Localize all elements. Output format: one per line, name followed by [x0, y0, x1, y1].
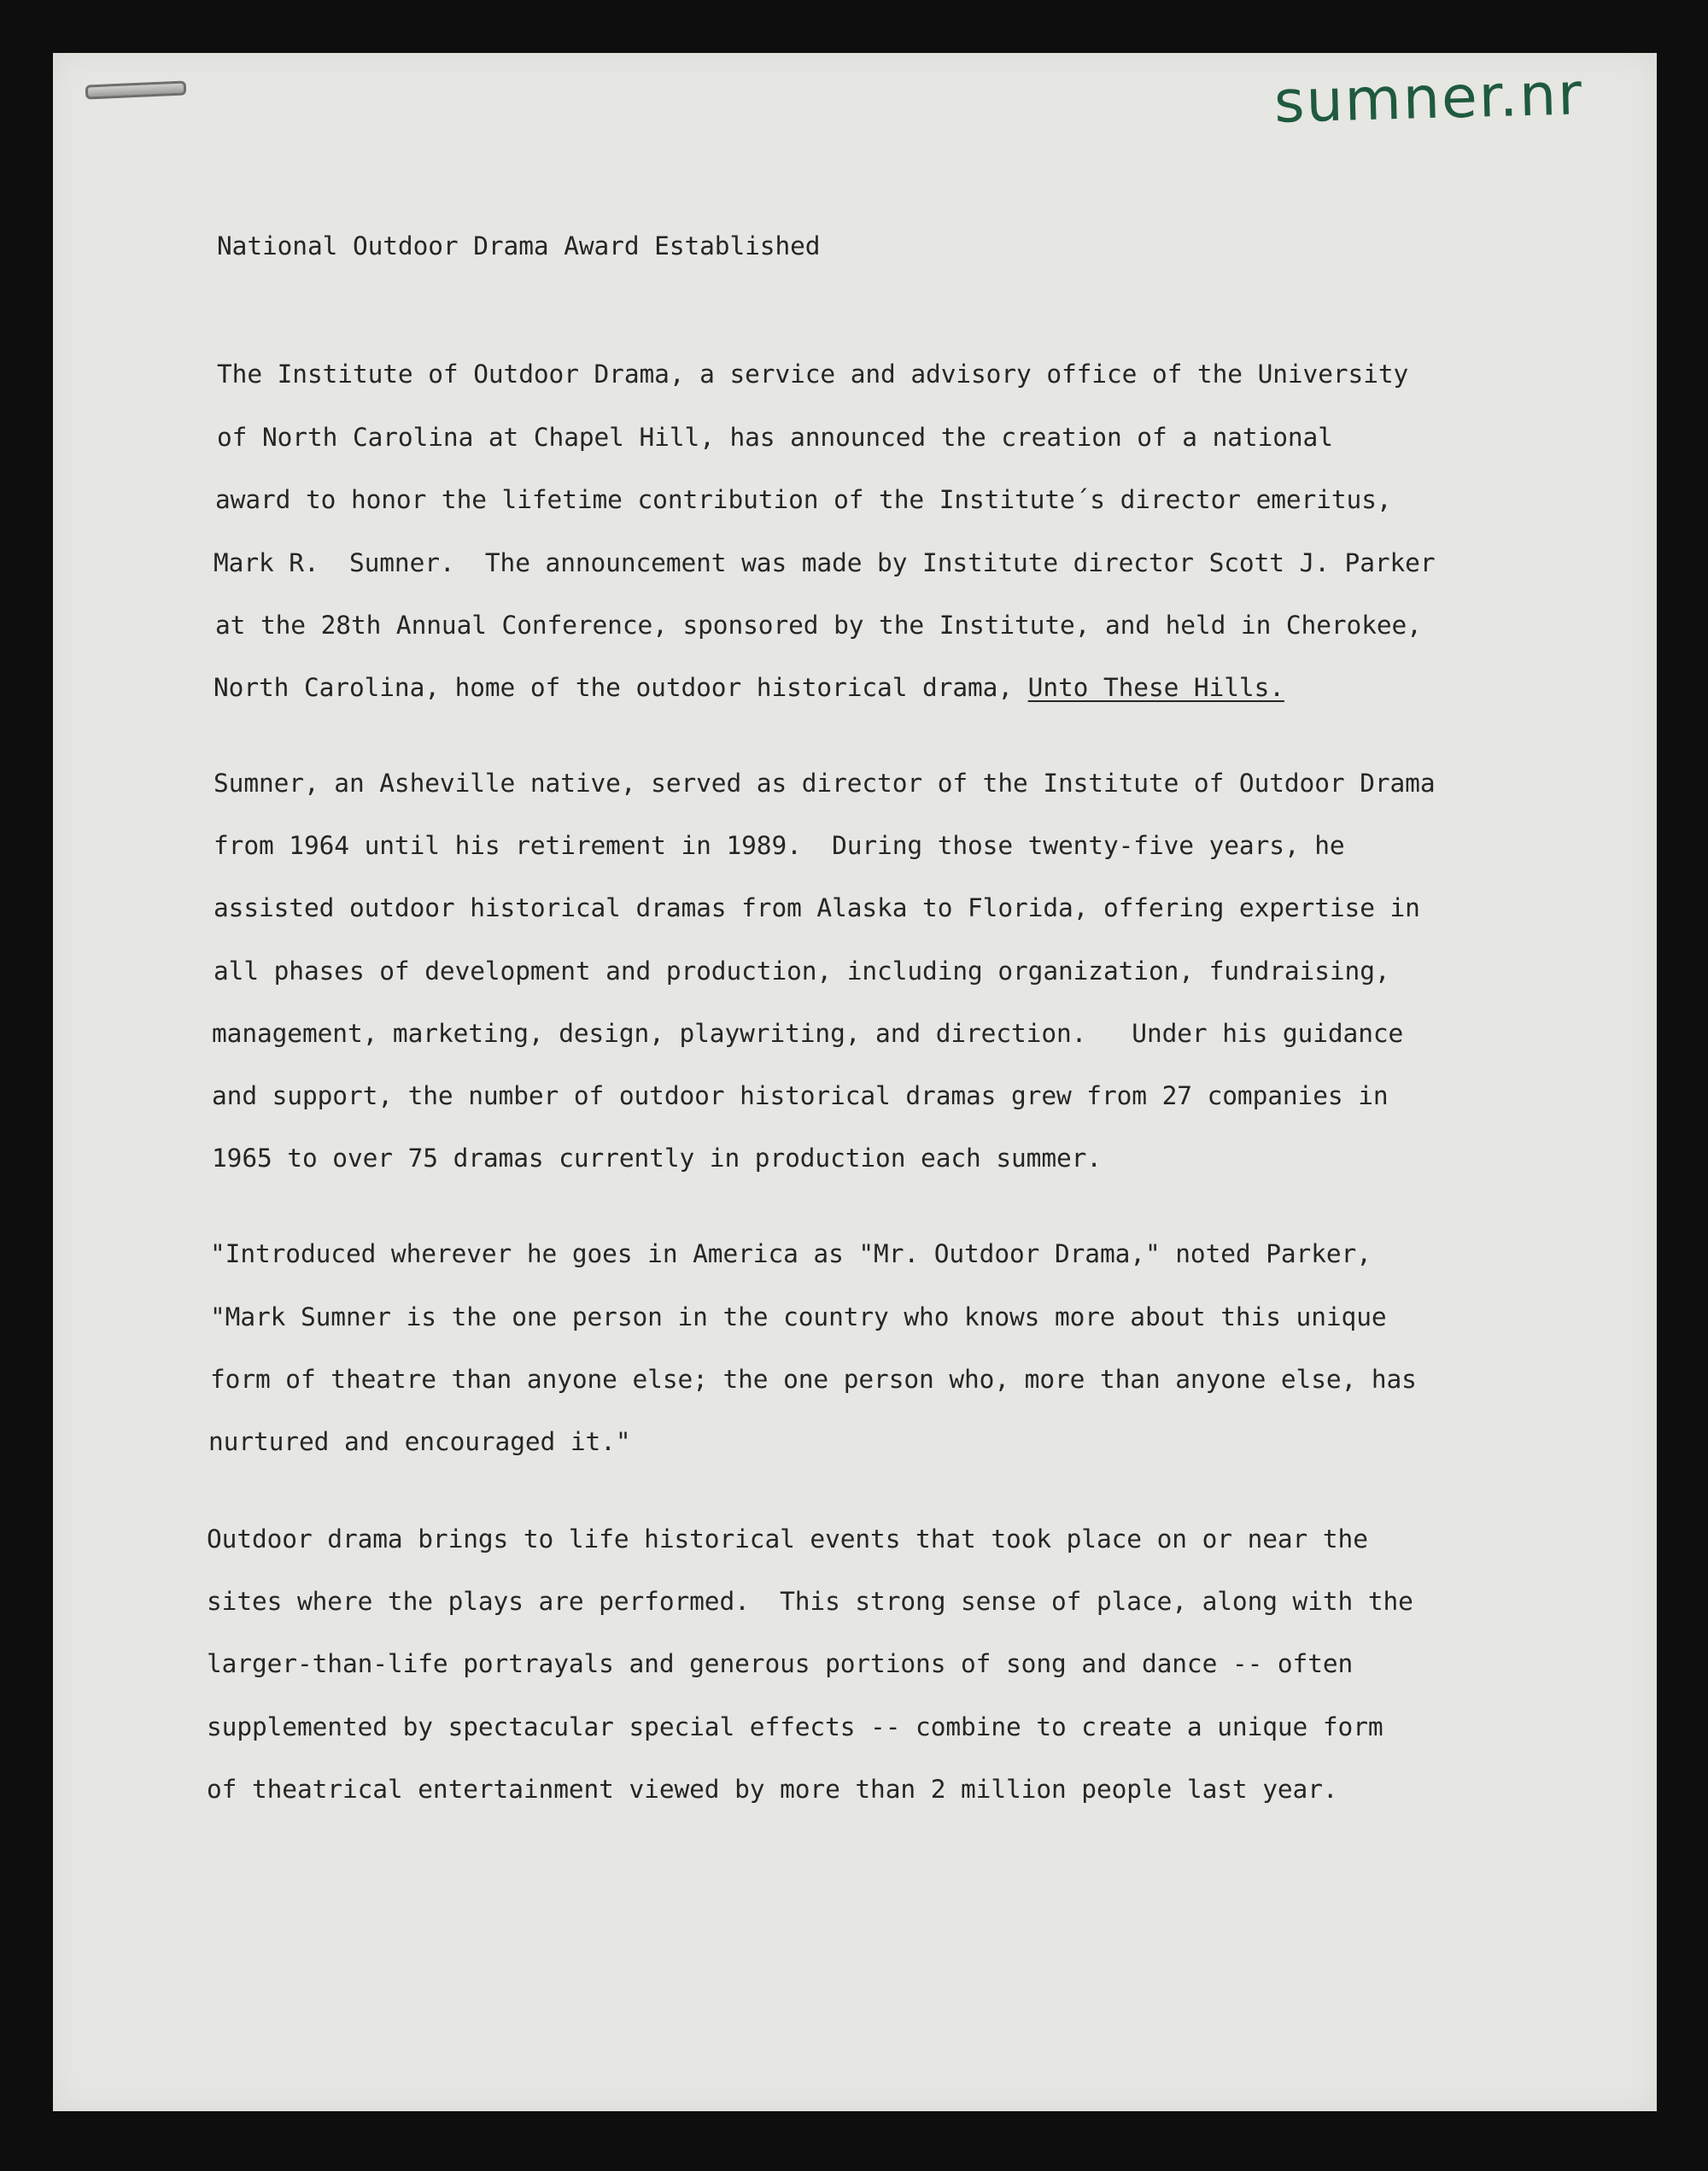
p1-line-1: The Institute of Outdoor Drama, a service and advisory office of the University: [217, 360, 1409, 389]
p4-line-4: supplemented by spectacular special effects -- combine to create a unique form: [207, 1712, 1383, 1741]
p4-line-3: larger-than-life portrayals and generous portions of song and dance -- often: [207, 1649, 1354, 1678]
handwritten-note: sumner.nr: [1273, 61, 1585, 137]
p2-line-7: 1965 to over 75 dramas currently in production each summer.: [212, 1144, 1102, 1173]
p2-line-4: all phases of development and production, including organization, fundraising,: [214, 957, 1390, 986]
p1-line-2: of North Carolina at Chapel Hill, has announced the creation of a national: [217, 423, 1333, 452]
p4-line-1: Outdoor drama brings to life historical events that took place on or near the: [207, 1524, 1368, 1554]
drama-title-underlined: Unto These Hills.: [1027, 673, 1284, 702]
p1-line-6-text: North Carolina, home of the outdoor historical drama,: [214, 673, 1028, 702]
document-title: National Outdoor Drama Award Established: [217, 231, 821, 260]
p2-line-3: assisted outdoor historical dramas from Alaska to Florida, offering expertise in: [214, 893, 1420, 922]
p1-line-6: [214, 672, 1284, 703]
p3-line-4: nurtured and encouraged it.": [208, 1427, 631, 1456]
p3-line-2: "Mark Sumner is the one person in the country who knows more about this unique: [210, 1302, 1387, 1331]
p4-line-5: of theatrical entertainment viewed by more than 2 million people last year.: [207, 1775, 1338, 1804]
p1-line-4: Mark R. Sumner. The announcement was made by Institute director Scott J. Parker: [214, 548, 1436, 577]
p3-line-1: "Introduced wherever he goes in America as "Mr. Outdoor Drama," noted Parker,: [210, 1239, 1372, 1268]
p2-line-5: management, marketing, design, playwriting, and direction. Under his guidance: [212, 1019, 1404, 1048]
p2-line-6: and support, the number of outdoor historical dramas grew from 27 companies in: [212, 1081, 1389, 1110]
p4-line-2: sites where the plays are performed. This strong sense of place, along with the: [207, 1587, 1413, 1616]
p1-line-5: at the 28th Annual Conference, sponsored by the Institute, and held in Cherokee,: [215, 611, 1422, 640]
p3-line-3: form of theatre than anyone else; the one person who, more than anyone else, has: [210, 1365, 1417, 1394]
p2-line-1: Sumner, an Asheville native, served as director of the Institute of Outdoor Drama: [214, 769, 1436, 798]
p1-line-3: award to honor the lifetime contribution of the Institute´s director emeritus,: [215, 485, 1392, 514]
p2-line-2: from 1964 until his retirement in 1989. During those twenty-five years, he: [214, 831, 1345, 860]
